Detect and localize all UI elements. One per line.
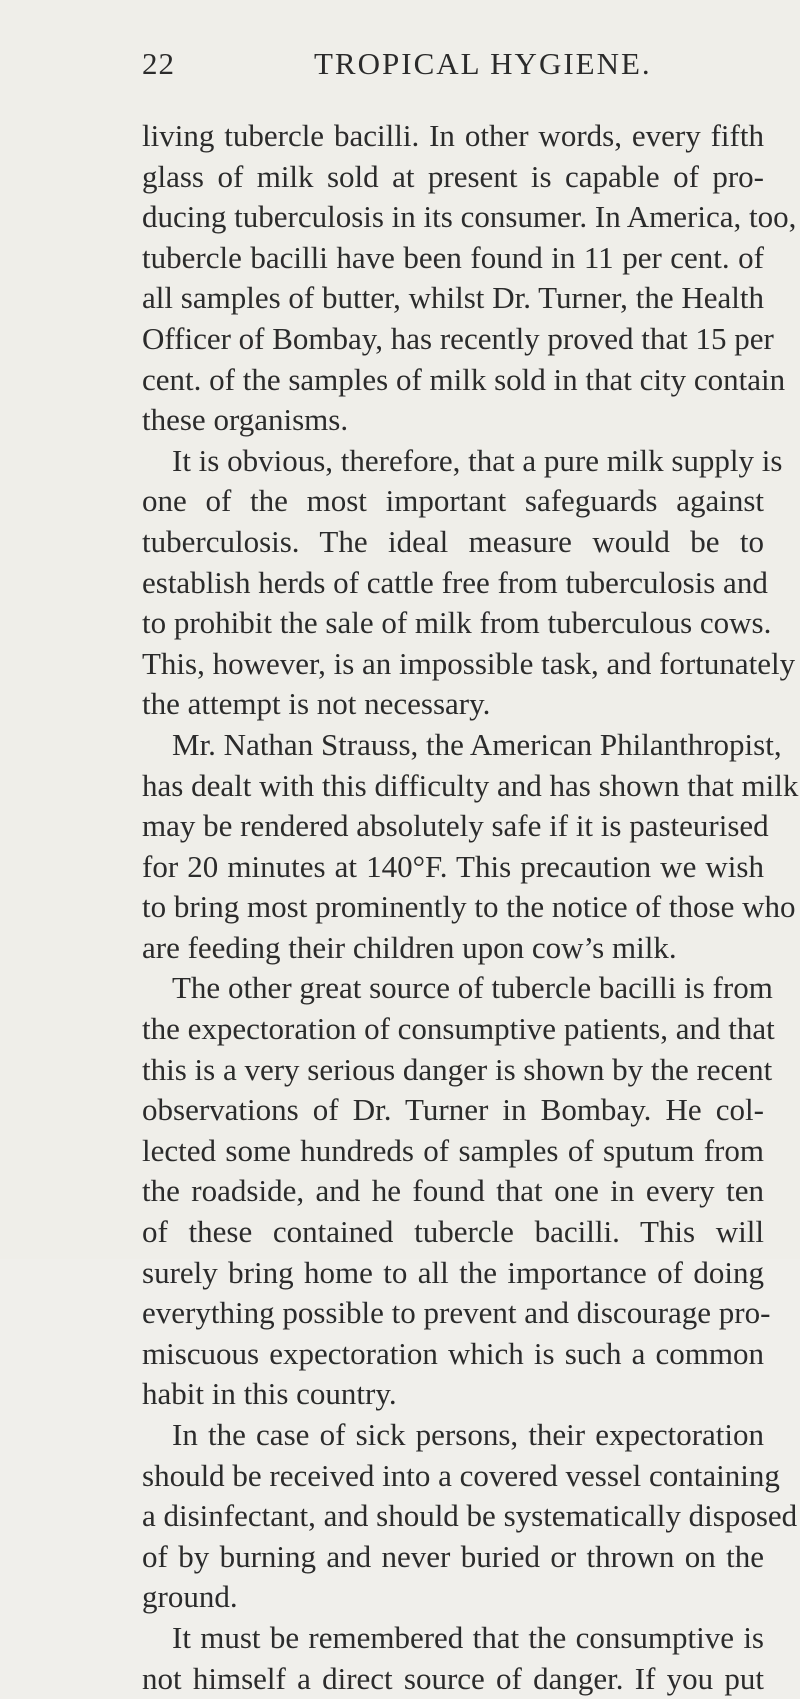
text-line: one of the most important safeguards against — [142, 483, 764, 519]
text-line: this is a very serious danger is shown by the recent — [142, 1051, 773, 1087]
text-line: everything possible to prevent and discourage pro- — [142, 1295, 771, 1331]
text-line: the roadside, and he found that one in every ten — [142, 1173, 764, 1209]
text-line: these organisms. — [142, 402, 349, 438]
text-line: ground. — [142, 1579, 238, 1615]
text-line: are feeding their children upon cow’s milk. — [142, 929, 677, 965]
text-line: Officer of Bombay, has recently proved that 15 per — [142, 320, 774, 356]
text-line: In the case of sick persons, their expectoration — [172, 1417, 764, 1452]
text-line: to prohibit the sale of milk from tuberculous cows. — [142, 605, 772, 641]
body-text — [142, 116, 799, 1699]
text-line: should be received into a covered vessel containing — [142, 1457, 780, 1493]
text-line: miscuous expectoration which is such a common — [142, 1335, 764, 1371]
text-line: lected some hundreds of samples of sputum from — [142, 1132, 764, 1168]
text-line: may be rendered absolutely safe if it is pasteurised — [142, 808, 769, 844]
text-line: not himself a direct source of danger. If you put — [142, 1660, 764, 1696]
text-line: tuberculosis. The ideal measure would be to — [142, 523, 764, 559]
text-line: tubercle bacilli have been found in 11 per cent. of — [142, 239, 764, 275]
page-header — [142, 46, 652, 88]
text-line: Mr. Nathan Strauss, the American Philanthropist, — [172, 726, 782, 762]
text-line: to bring most prominently to the notice of those who — [142, 889, 796, 925]
text-line: the attempt is not necessary. — [142, 686, 491, 722]
running-head: TROPICAL HYGIENE. — [314, 46, 652, 81]
text-line: This, however, is an impossible task, and fortunately — [142, 645, 796, 681]
text-line: establish herds of cattle free from tuberculosis and — [142, 564, 768, 600]
text-line: cent. of the samples of milk sold in that city contain — [142, 361, 786, 397]
text-line: surely bring home to all the importance of doing — [142, 1254, 764, 1290]
text-line: glass of milk sold at present is capable of pro- — [142, 158, 764, 194]
text-line: It must be remembered that the consumptive is — [172, 1619, 764, 1655]
text-line: for 20 minutes at 140°F. This precaution we wish — [142, 848, 764, 884]
page-number: 22 — [142, 46, 175, 81]
text-line: a disinfectant, and should be systematically disposed — [142, 1498, 798, 1534]
text-line: of these contained tubercle bacilli. This will — [142, 1214, 764, 1250]
text-line: The other great source of tubercle bacilli is from — [172, 970, 773, 1006]
text-line: all samples of butter, whilst Dr. Turner, the Health — [142, 280, 764, 316]
text-line: the expectoration of consumptive patients, and that — [142, 1011, 775, 1047]
text-line: living tubercle bacilli. In other words, every fifth — [142, 118, 764, 153]
text-line: habit in this country. — [142, 1376, 397, 1412]
text-line: has dealt with this difficulty and has shown that milk — [142, 767, 799, 803]
text-line: of by burning and never buried or thrown on the — [142, 1538, 764, 1574]
text-line: observations of Dr. Turner in Bombay. He col- — [142, 1092, 764, 1128]
text-line: ducing tuberculosis in its consumer. In America, too, — [142, 199, 797, 235]
text-line: It is obvious, therefore, that a pure milk supply is — [172, 442, 783, 478]
